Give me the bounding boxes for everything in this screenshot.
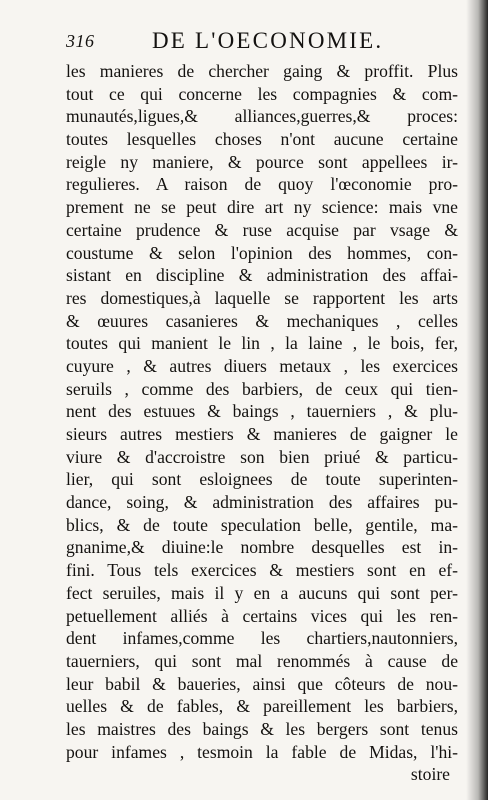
text-line: dent infames,comme les chartiers,nautonniers, [66,628,458,649]
body-text [66,60,458,786]
text-line: sieurs autres mestiers & manieres de gaigner le [66,424,458,444]
text-line: nent des estuues & baings , tauerniers , & plu- [66,401,458,422]
page-edge-shadow [466,0,488,800]
text-line: leur babil & baueries, ainsi que côteurs de nou- [66,673,458,694]
text-line: munautés,ligues,& alliances,guerres,& proces: [66,106,458,127]
text-line: prement ne se peut dire art ny science: mais vne [66,197,458,218]
running-head: DE L'OECONOMIE. [152,28,384,53]
text-line: dance, soing, & administration des affaires pu- [66,492,458,513]
page-number: 316 [66,31,95,51]
text-line: uelles & de fables, & pareillement les barbiers, [66,696,458,717]
text-line: seruils , comme des barbiers, de ceux qui tien- [66,378,458,399]
text-line: les manieres de chercher gaing & proffit. Plus [66,61,458,81]
text-line: reigle ny maniere, & pource sont appellees ir- [66,151,458,172]
text-line: certaine prudence & ruse acquise par vsage & [66,219,458,240]
catchword: stoire [410,764,450,785]
text-line: sistant en discipline & administration des affai- [66,265,458,286]
text-line: res domestiques,à laquelle se rapportent les arts [66,287,458,308]
text-line: viure & d'accroistre son bien priué & particu- [66,446,458,467]
text-line: fect seruiles, mais il y en a aucuns qui sont per- [66,582,458,603]
text-line: & œuures casanieres & mechaniques , celles [66,310,458,331]
text-line: tauerniers, qui sont mal renommés à cause de [66,650,458,671]
text-line: petuellement alliés à certains vices qui les ren- [66,605,458,626]
text-line: lier, qui sont esloignees de toute superinten- [66,469,458,490]
text-line: regulieres. A raison de quoy l'œconomie pro- [66,174,458,195]
text-line: les maistres des baings & les bergers sont tenus [66,718,458,739]
text-line: fini. Tous tels exercices & mestiers sont en ef- [66,560,458,581]
page-header [66,28,466,54]
text-line: toutes lesquelles choses n'ont aucune certaine [66,129,458,150]
text-line: blics, & de toute speculation belle, gentile, ma- [66,514,458,535]
text-line: toutes qui manient le lin , la laine , le bois, fer, [66,333,458,354]
text-line: cuyure , & autres diuers metaux , les exercices [66,355,458,376]
text-line: tout ce qui concerne les compagnies & com- [66,83,458,104]
text-line: coustume & selon l'opinion des hommes, con- [66,242,458,263]
text-line: gnanime,& diuine:le nombre desquelles est in- [66,537,458,558]
text-line: pour infames , tesmoin la fable de Midas, l'hi- [66,741,458,762]
